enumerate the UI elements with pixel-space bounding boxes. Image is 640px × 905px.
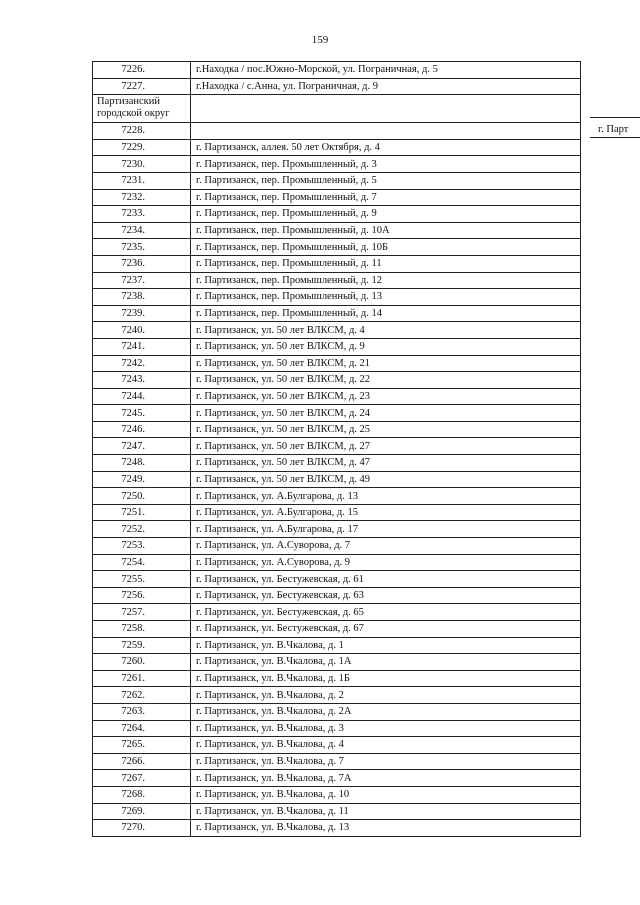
table-row bbox=[93, 438, 581, 455]
table-row bbox=[93, 604, 581, 621]
row-address: г. Партизанск, ул. В.Чкалова, д. 4 bbox=[191, 737, 581, 754]
row-address: г. Партизанск, пер. Промышленный, д. 10А bbox=[191, 222, 581, 239]
overflow-address-text: г. Парт bbox=[598, 124, 629, 135]
row-address: г. Партизанск, ул. В.Чкалова, д. 2 bbox=[191, 687, 581, 704]
table-row bbox=[93, 753, 581, 770]
table-row bbox=[93, 289, 581, 306]
row-number: 7270. bbox=[93, 820, 191, 837]
table-row bbox=[93, 471, 581, 488]
row-address: г. Партизанск, ул. В.Чкалова, д. 1 bbox=[191, 637, 581, 654]
table-row bbox=[93, 670, 581, 687]
row-address: г. Партизанск, ул. 50 лет ВЛКСМ, д. 27 bbox=[191, 438, 581, 455]
row-number: 7226. bbox=[93, 62, 191, 79]
table-row bbox=[93, 388, 581, 405]
row-number: 7266. bbox=[93, 753, 191, 770]
row-number: 7245. bbox=[93, 405, 191, 422]
row-number: 7255. bbox=[93, 571, 191, 588]
row-number: 7259. bbox=[93, 637, 191, 654]
row-address: г. Партизанск, пер. Промышленный, д. 9 bbox=[191, 206, 581, 223]
row-number: 7236. bbox=[93, 255, 191, 272]
row-address: г. Партизанск, ул. А.Булгарова, д. 17 bbox=[191, 521, 581, 538]
table-row bbox=[93, 637, 581, 654]
row-number: 7232. bbox=[93, 189, 191, 206]
row-address: г. Партизанск, ул. В.Чкалова, д. 2А bbox=[191, 703, 581, 720]
table-row bbox=[93, 405, 581, 422]
row-number: 7233. bbox=[93, 206, 191, 223]
row-number: 7227. bbox=[93, 78, 191, 95]
row-number: 7264. bbox=[93, 720, 191, 737]
table-row bbox=[93, 455, 581, 472]
row-number: 7263. bbox=[93, 703, 191, 720]
row-address: г.Находка / с.Анна, ул. Пограничная, д. 9 bbox=[191, 78, 581, 95]
address-table-body bbox=[93, 62, 581, 837]
row-number: 7253. bbox=[93, 538, 191, 555]
table-row bbox=[93, 421, 581, 438]
table-row bbox=[93, 272, 581, 289]
table-row bbox=[93, 703, 581, 720]
row-number: 7256. bbox=[93, 587, 191, 604]
row-address: г. Партизанск, ул. А.Булгарова, д. 15 bbox=[191, 504, 581, 521]
row-address: г. Партизанск, ул. В.Чкалова, д. 13 bbox=[191, 820, 581, 837]
section-row bbox=[93, 95, 581, 123]
row-number: 7250. bbox=[93, 488, 191, 505]
row-number: 7257. bbox=[93, 604, 191, 621]
page-number: 159 bbox=[311, 34, 329, 46]
address-table bbox=[92, 61, 581, 837]
table-row bbox=[93, 62, 581, 79]
row-number: 7262. bbox=[93, 687, 191, 704]
table-row bbox=[93, 538, 581, 555]
row-address: г. Партизанск, пер. Промышленный, д. 11 bbox=[191, 255, 581, 272]
row-address: г. Партизанск, пер. Промышленный, д. 14 bbox=[191, 305, 581, 322]
table-row bbox=[93, 786, 581, 803]
row-number: 7230. bbox=[93, 156, 191, 173]
overflow-border-top bbox=[590, 117, 640, 118]
table-row bbox=[93, 372, 581, 389]
row-address: г. Партизанск, пер. Промышленный, д. 3 bbox=[191, 156, 581, 173]
table-row bbox=[93, 156, 581, 173]
row-number: 7242. bbox=[93, 355, 191, 372]
row-address: г. Партизанск, пер. Промышленный, д. 10Б bbox=[191, 239, 581, 256]
table-row bbox=[93, 621, 581, 638]
row-number: 7267. bbox=[93, 770, 191, 787]
row-number: 7268. bbox=[93, 786, 191, 803]
row-address: г. Партизанск, ул. В.Чкалова, д. 1Б bbox=[191, 670, 581, 687]
table-row bbox=[93, 720, 581, 737]
row-number: 7228. bbox=[93, 123, 191, 140]
table-row bbox=[93, 521, 581, 538]
row-address: г. Партизанск, ул. В.Чкалова, д. 7 bbox=[191, 753, 581, 770]
row-number: 7235. bbox=[93, 239, 191, 256]
row-address: г. Партизанск, ул. 50 лет ВЛКСМ, д. 47 bbox=[191, 455, 581, 472]
row-address: г. Партизанск, пер. Промышленный, д. 12 bbox=[191, 272, 581, 289]
row-address: г. Партизанск, ул. В.Чкалова, д. 1А bbox=[191, 654, 581, 671]
table-row bbox=[93, 322, 581, 339]
row-address: г. Партизанск, ул. А.Суворова, д. 9 bbox=[191, 554, 581, 571]
table-row bbox=[93, 78, 581, 95]
table-row bbox=[93, 687, 581, 704]
row-address: г. Партизанск, ул. 50 лет ВЛКСМ, д. 9 bbox=[191, 338, 581, 355]
row-address: г. Партизанск, ул. 50 лет ВЛКСМ, д. 49 bbox=[191, 471, 581, 488]
row-address: г. Партизанск, пер. Промышленный, д. 7 bbox=[191, 189, 581, 206]
row-number: 7237. bbox=[93, 272, 191, 289]
table-row bbox=[93, 123, 581, 140]
row-number: 7265. bbox=[93, 737, 191, 754]
row-address: г. Партизанск, ул. 50 лет ВЛКСМ, д. 4 bbox=[191, 322, 581, 339]
table-row bbox=[93, 504, 581, 521]
row-number: 7231. bbox=[93, 172, 191, 189]
row-number: 7241. bbox=[93, 338, 191, 355]
table-row bbox=[93, 139, 581, 156]
table-row bbox=[93, 206, 581, 223]
row-number: 7254. bbox=[93, 554, 191, 571]
row-number: 7240. bbox=[93, 322, 191, 339]
row-number: 7252. bbox=[93, 521, 191, 538]
row-address: г. Партизанск, ул. 50 лет ВЛКСМ, д. 21 bbox=[191, 355, 581, 372]
table-row bbox=[93, 338, 581, 355]
table-row bbox=[93, 770, 581, 787]
row-address: г. Партизанск, ул. Бестужевская, д. 67 bbox=[191, 621, 581, 638]
row-address: г.Находка / пос.Южно-Морской, ул. Пограничная, д. 5 bbox=[191, 62, 581, 79]
row-address: г. Партизанск, ул. 50 лет ВЛКСМ, д. 22 bbox=[191, 372, 581, 389]
section-label: Партизанский городской округ bbox=[93, 95, 191, 123]
table-row bbox=[93, 803, 581, 820]
row-address: г. Партизанск, ул. А.Суворова, д. 7 bbox=[191, 538, 581, 555]
table-row bbox=[93, 189, 581, 206]
row-number: 7248. bbox=[93, 455, 191, 472]
row-number: 7247. bbox=[93, 438, 191, 455]
row-number: 7261. bbox=[93, 670, 191, 687]
row-number: 7249. bbox=[93, 471, 191, 488]
row-address: г. Партизанск, пер. Промышленный, д. 13 bbox=[191, 289, 581, 306]
row-address: г. Партизанск, пер. Промышленный, д. 5 bbox=[191, 172, 581, 189]
row-address: г. Партизанск, ул. В.Чкалова, д. 3 bbox=[191, 720, 581, 737]
table-row bbox=[93, 222, 581, 239]
row-address: г. Партизанск, ул. Бестужевская, д. 61 bbox=[191, 571, 581, 588]
row-number: 7238. bbox=[93, 289, 191, 306]
table-row bbox=[93, 255, 581, 272]
row-number: 7260. bbox=[93, 654, 191, 671]
table-row bbox=[93, 239, 581, 256]
row-number: 7239. bbox=[93, 305, 191, 322]
table-row bbox=[93, 172, 581, 189]
row-address: г. Партизанск, ул. Бестужевская, д. 65 bbox=[191, 604, 581, 621]
row-number: 7246. bbox=[93, 421, 191, 438]
table-row bbox=[93, 654, 581, 671]
row-number: 7251. bbox=[93, 504, 191, 521]
row-address: г. Партизанск, аллея. 50 лет Октября, д. 4 bbox=[191, 139, 581, 156]
table-row bbox=[93, 737, 581, 754]
row-address: г. Партизанск, ул. В.Чкалова, д. 7А bbox=[191, 770, 581, 787]
table-row bbox=[93, 820, 581, 837]
row-address: г. Партизанск, ул. В.Чкалова, д. 11 bbox=[191, 803, 581, 820]
row-address: г. Партизанск, ул. А.Булгарова, д. 13 bbox=[191, 488, 581, 505]
row-address bbox=[191, 123, 581, 140]
row-number: 7243. bbox=[93, 372, 191, 389]
table-row bbox=[93, 587, 581, 604]
table-row bbox=[93, 488, 581, 505]
section-empty-cell bbox=[191, 95, 581, 123]
row-number: 7229. bbox=[93, 139, 191, 156]
row-address: г. Партизанск, ул. В.Чкалова, д. 10 bbox=[191, 786, 581, 803]
table-row bbox=[93, 554, 581, 571]
overflow-border-bottom bbox=[590, 137, 640, 138]
row-address: г. Партизанск, ул. 50 лет ВЛКСМ, д. 24 bbox=[191, 405, 581, 422]
row-address: г. Партизанск, ул. 50 лет ВЛКСМ, д. 23 bbox=[191, 388, 581, 405]
row-number: 7244. bbox=[93, 388, 191, 405]
table-row bbox=[93, 355, 581, 372]
row-number: 7258. bbox=[93, 621, 191, 638]
table-row bbox=[93, 571, 581, 588]
row-address: г. Партизанск, ул. 50 лет ВЛКСМ, д. 25 bbox=[191, 421, 581, 438]
row-number: 7269. bbox=[93, 803, 191, 820]
row-address: г. Партизанск, ул. Бестужевская, д. 63 bbox=[191, 587, 581, 604]
table-row bbox=[93, 305, 581, 322]
row-number: 7234. bbox=[93, 222, 191, 239]
